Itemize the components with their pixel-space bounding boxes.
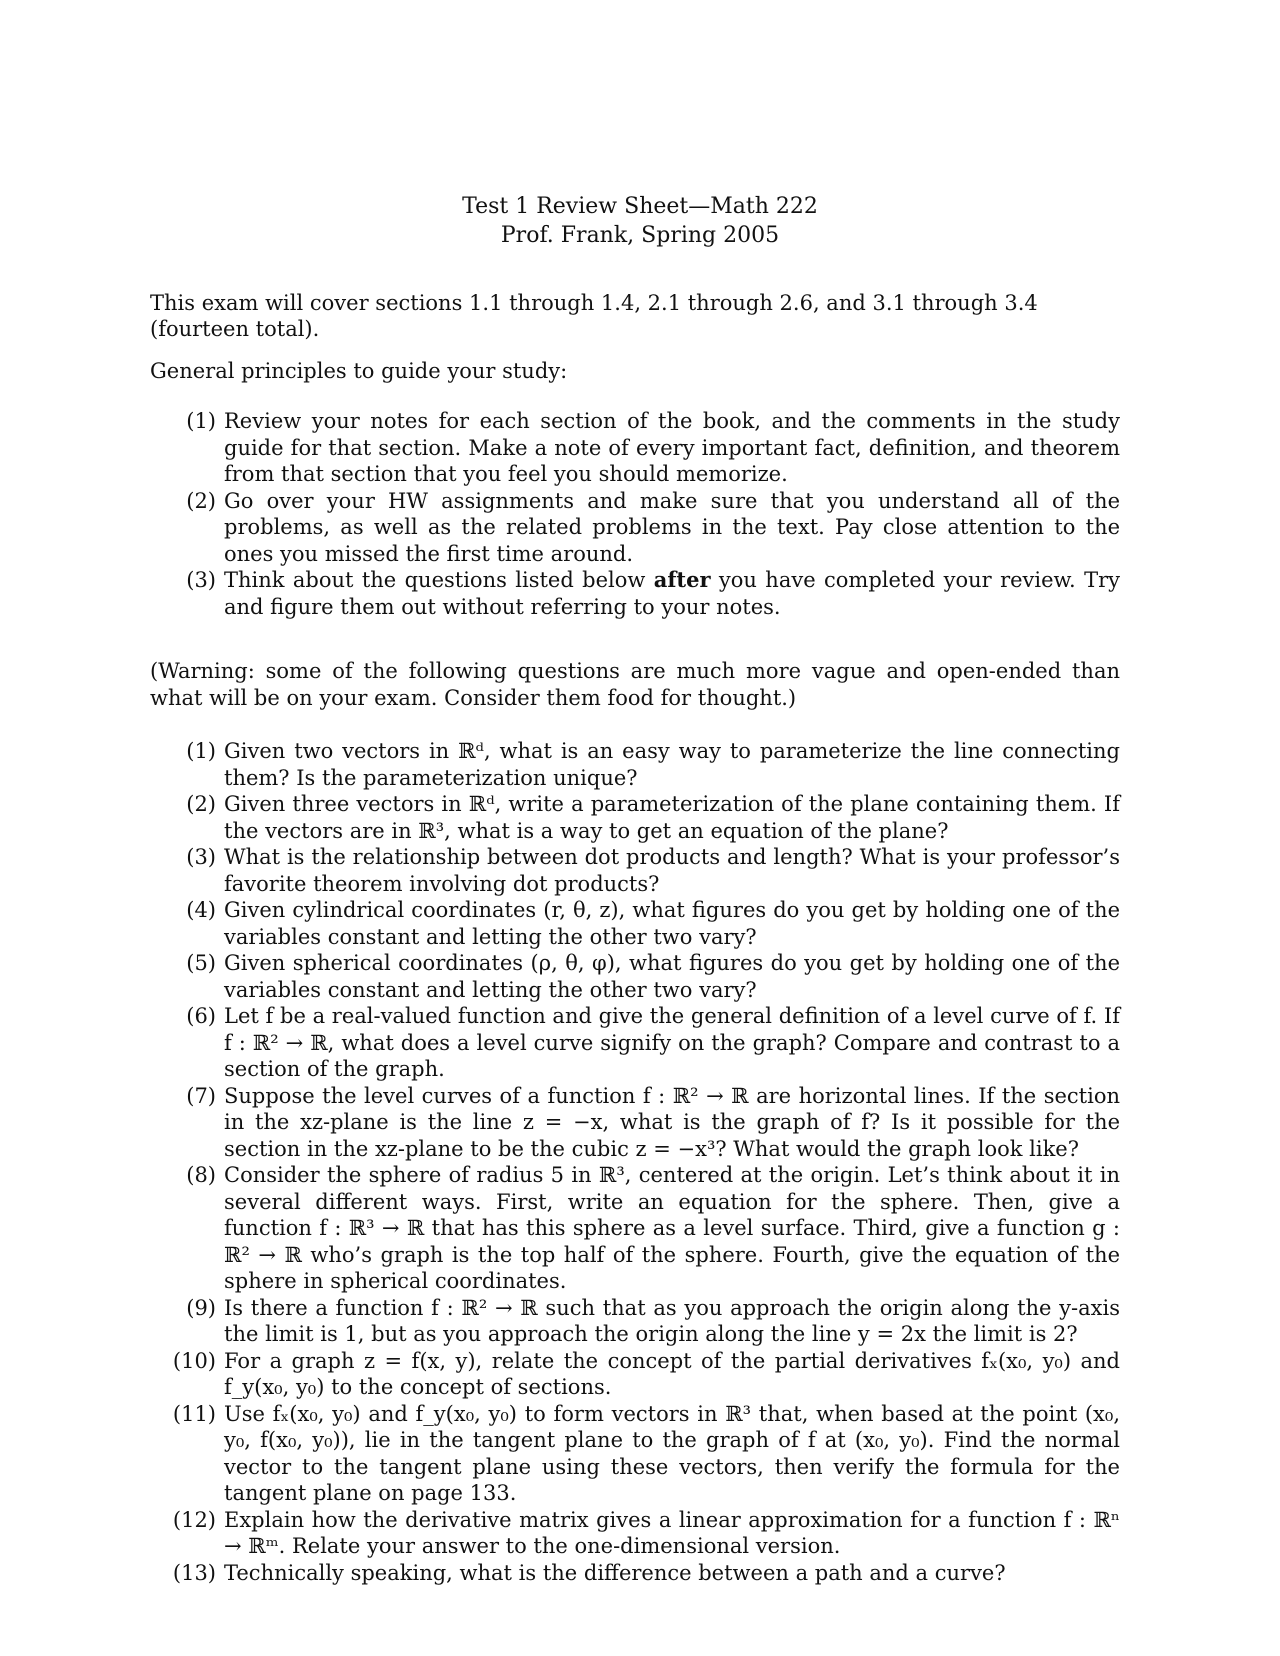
item-text: you have completed your review. Try and figure them out without referring to your notes. xyxy=(224,568,1120,619)
item-text: For a graph z = f(x, y), relate the concept of the partial derivatives fₓ(x₀, y₀) and f_y(x₀, y₀) to the concept of sections. xyxy=(224,1348,1120,1399)
item-text: What is the relationship between dot products and length? What is your professor’s favorite theorem involving dot products? xyxy=(224,845,1120,896)
item-text: Given spherical coordinates (ρ, θ, φ), what figures do you get by holding one of the variables constant and letting the other two vary? xyxy=(224,951,1120,1002)
principles-heading: General principles to guide your study: xyxy=(150,359,568,383)
item-number: (3) xyxy=(186,845,216,869)
item-number: (6) xyxy=(186,1004,216,1028)
list-item xyxy=(150,1295,1120,1348)
list-item xyxy=(150,1162,1120,1295)
item-text: Explain how the derivative matrix gives a linear approximation for a function f : ℝⁿ → ℝᵐ. Relate your answer to the one-dimensional version. xyxy=(224,1507,1120,1558)
item-text: Go over your HW assignments and make sure that you understand all of the problems, as well as the related problems in the text. Pay close attention to the ones you missed the first time around. xyxy=(224,488,1120,566)
list-item xyxy=(150,897,1120,950)
item-number: (7) xyxy=(186,1083,216,1108)
item-number: (5) xyxy=(186,951,216,975)
item-text: Given three vectors in ℝᵈ, write a parameterization of the plane containing them. If the vectors are in ℝ³, what is a way to get an equation of the plane? xyxy=(224,792,1120,843)
questions-list xyxy=(150,738,1120,1586)
item-number: (12) xyxy=(172,1507,216,1532)
item-emphasis: after xyxy=(653,567,711,592)
list-item xyxy=(150,488,1120,568)
document-title: Test 1 Review Sheet—Math 222 xyxy=(462,194,818,219)
item-number: (10) xyxy=(172,1348,216,1373)
item-text: Given two vectors in ℝᵈ, what is an easy way to parameterize the line connecting them? Is the parameterization unique? xyxy=(224,739,1120,790)
principles-list xyxy=(150,408,1120,620)
item-number: (8) xyxy=(186,1163,216,1187)
item-number: (11) xyxy=(172,1401,216,1426)
coverage-statement: This exam will cover sections 1.1 through 1.4, 2.1 through 2.6, and 3.1 through 3.4 (fourteen total). xyxy=(150,291,1038,341)
item-text: Review your notes for each section of the book, and the comments in the study guide for that section. Make a note of every important fact, definition, and theorem from that section that you feel you should memorize. xyxy=(224,409,1120,486)
item-number: (9) xyxy=(186,1295,216,1320)
document-header xyxy=(0,192,1280,250)
list-item xyxy=(150,408,1120,488)
list-item xyxy=(150,738,1120,791)
item-text: Is there a function f : ℝ² → ℝ such that as you approach the origin along the y-axis the limit is 1, but as you approach the origin along the line y = 2x the limit is 2? xyxy=(224,1295,1120,1346)
item-number: (4) xyxy=(186,898,216,922)
list-item xyxy=(150,1083,1120,1163)
item-text: Technically speaking, what is the difference between a path and a curve? xyxy=(224,1560,1006,1585)
list-item xyxy=(150,791,1120,844)
item-number: (2) xyxy=(186,792,216,816)
item-number: (13) xyxy=(172,1560,216,1585)
list-item xyxy=(150,1348,1120,1401)
item-text: Given cylindrical coordinates (r, θ, z), what figures do you get by holding one of the variables constant and letting the other two vary? xyxy=(224,898,1120,949)
document-subtitle: Prof. Frank, Spring 2005 xyxy=(500,223,780,248)
list-item xyxy=(150,844,1120,897)
list-item xyxy=(150,1003,1120,1083)
item-text: Suppose the level curves of a function f : ℝ² → ℝ are horizontal lines. If the section in the xz-plane is the line z = −x, what is the graph of f? Is it possible for the section in the xz-plane to be the cubic z = −x³? What would the graph look like? xyxy=(224,1083,1120,1161)
item-text: Consider the sphere of radius 5 in ℝ³, centered at the origin. Let’s think about it in several different ways. First, write an equation for the sphere. Then, give a function f : ℝ³ → ℝ that has this sphere as a level surface. Third, give a function g : ℝ² → ℝ who’s graph is the top half of the sphere. Fourth, give the equation of the sphere in spherical coordinates. xyxy=(224,1163,1120,1293)
warning-note: (Warning: some of the following questions are much more vague and open-ended than what will be on your exam. Consider them food for thought.) xyxy=(150,659,1120,710)
item-number: (1) xyxy=(186,739,216,763)
list-item xyxy=(150,1507,1120,1560)
item-text: Think about the questions listed below xyxy=(224,568,654,592)
item-number: (3) xyxy=(186,568,216,592)
item-number: (1) xyxy=(186,409,216,433)
list-item xyxy=(150,1401,1120,1507)
item-text: Let f be a real-valued function and give the general definition of a level curve of f. If f : ℝ² → ℝ, what does a level curve signify on the graph? Compare and contrast to a section of the graph. xyxy=(224,1004,1120,1081)
item-text: Use fₓ(x₀, y₀) and f_y(x₀, y₀) to form vectors in ℝ³ that, when based at the point (x₀, y₀, f(x₀, y₀)), lie in the tangent plane to the graph of f at (x₀, y₀). Find the normal vector to the tangent plane using these vectors, then verify the formula for the tangent plane on page 133. xyxy=(224,1401,1120,1505)
item-number: (2) xyxy=(186,488,216,513)
list-item xyxy=(150,567,1120,620)
list-item xyxy=(150,950,1120,1003)
list-item xyxy=(150,1560,1120,1587)
